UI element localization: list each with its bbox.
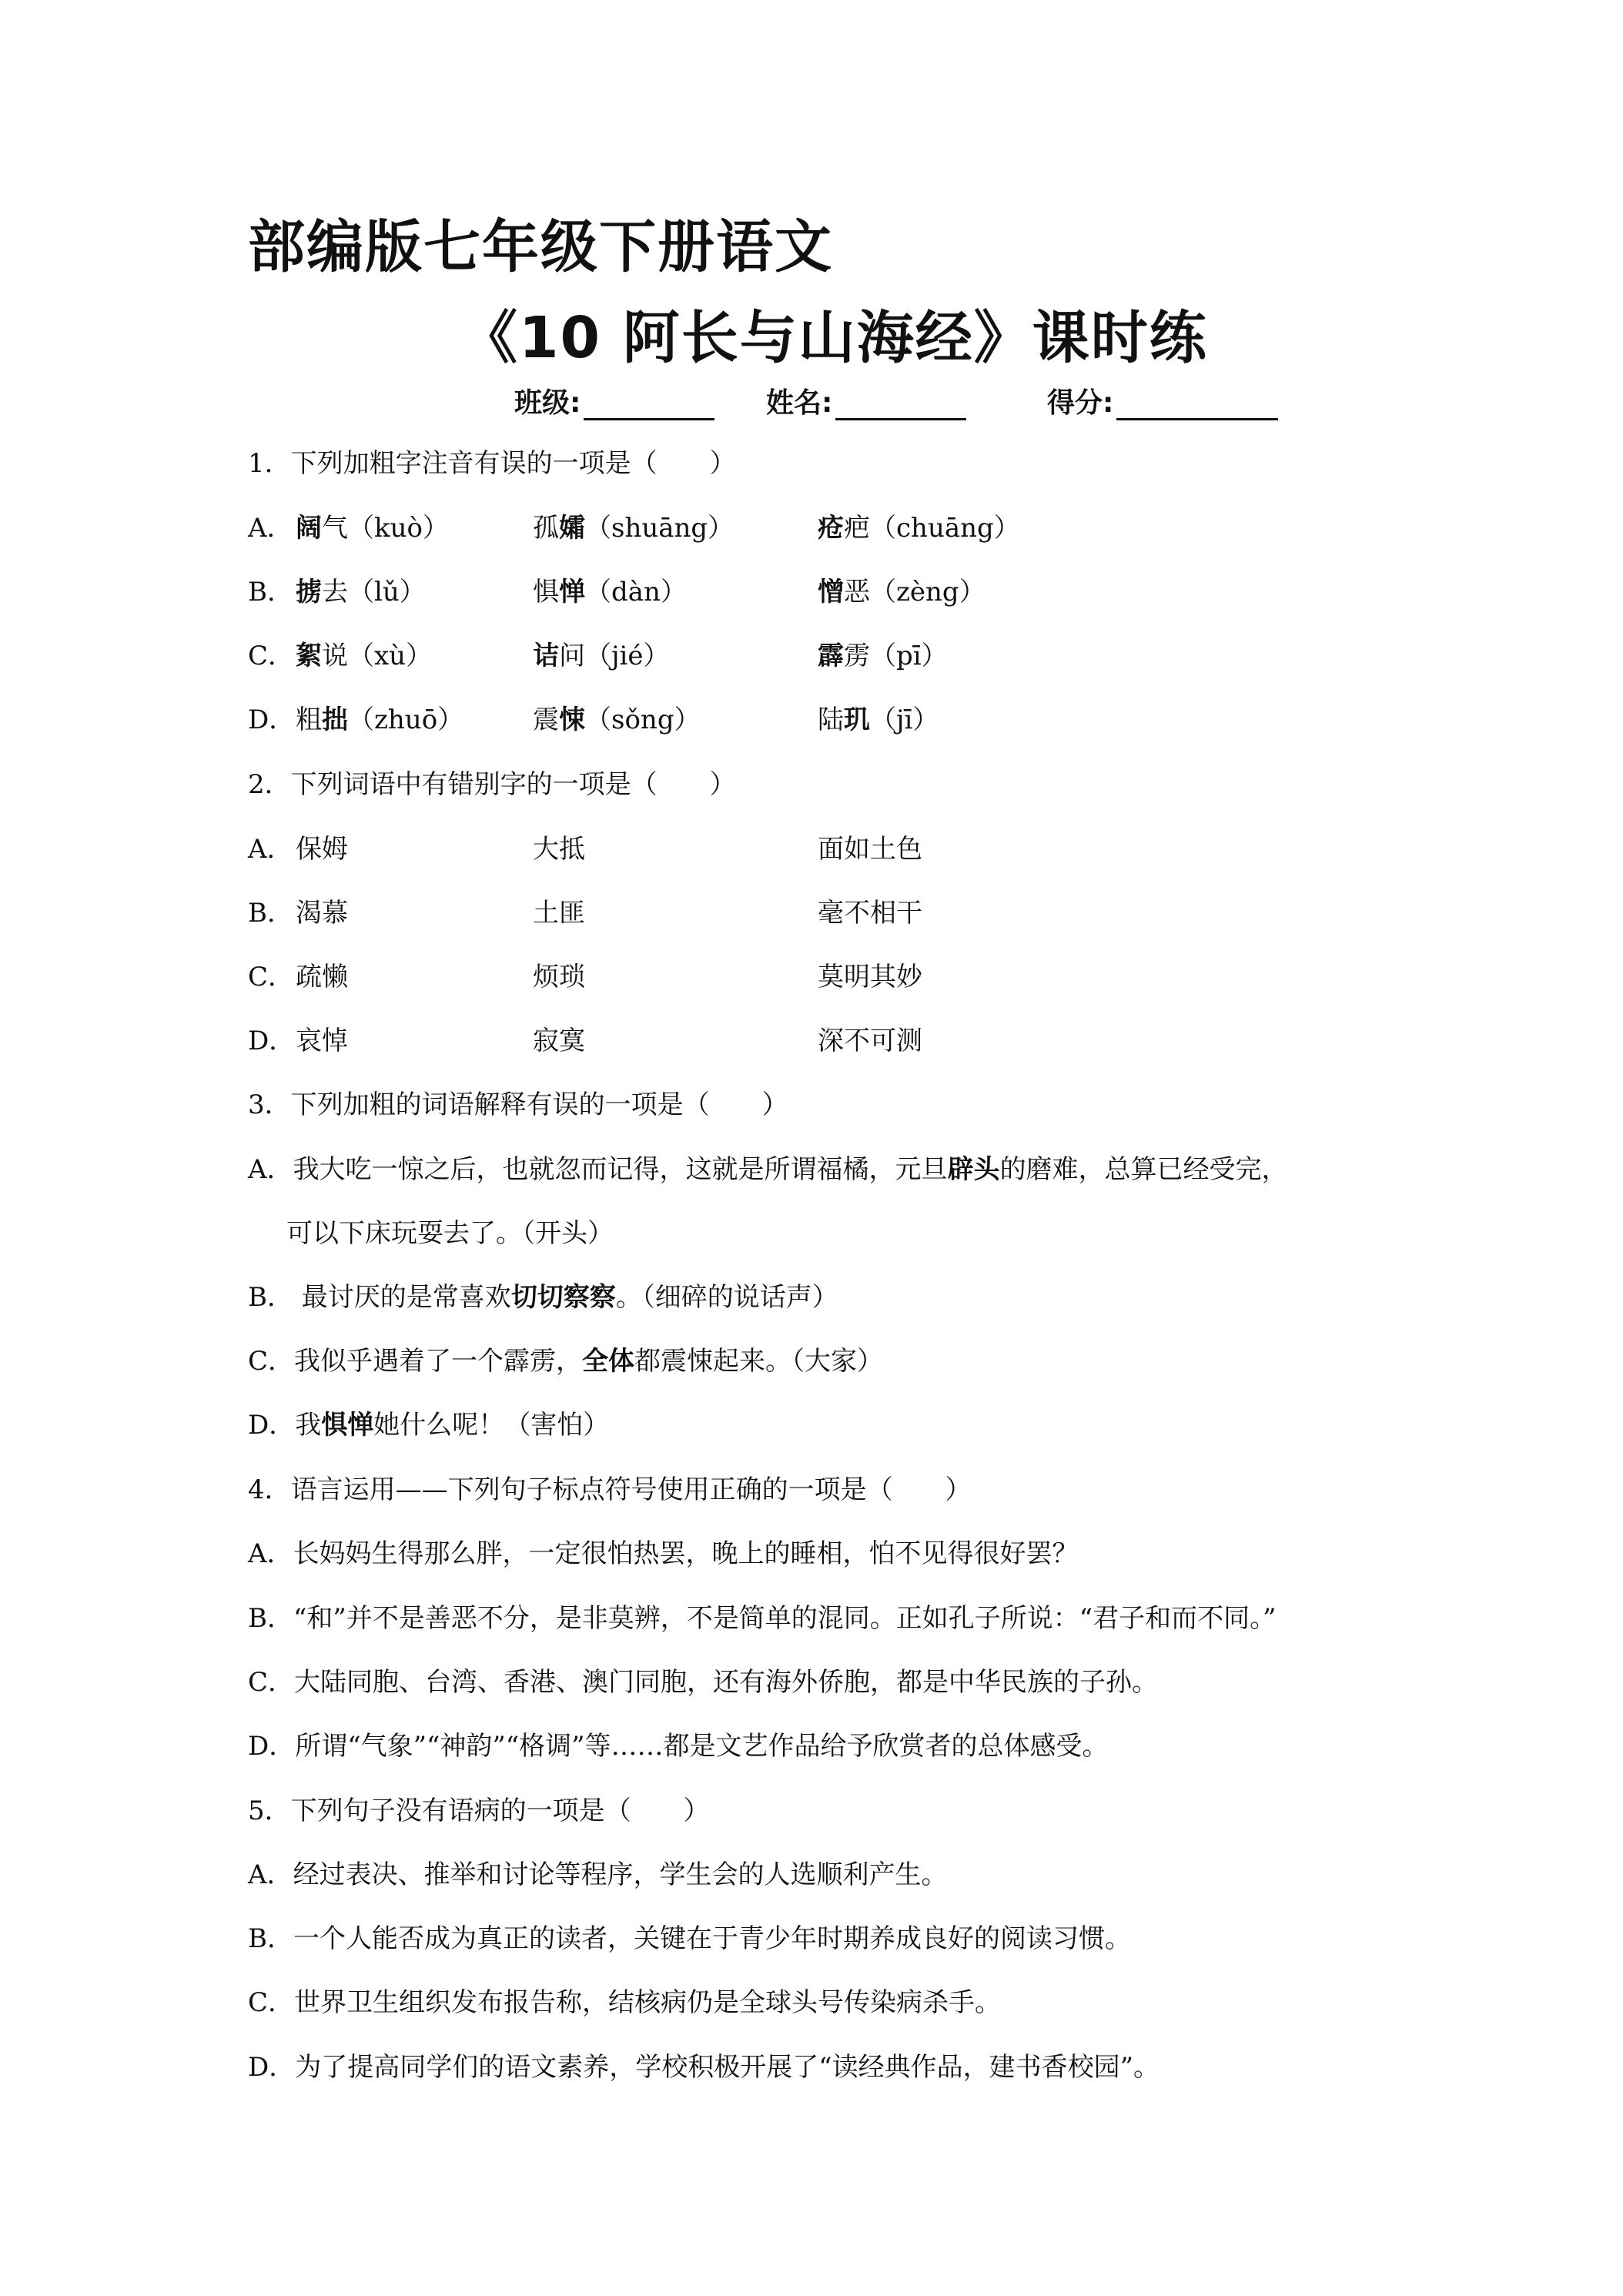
question-3-stem: 3．下列加粗的词语解释有误的一项是（ ） xyxy=(248,1089,788,1120)
class-label: 班级: xyxy=(514,387,581,419)
score-field xyxy=(1047,381,1278,420)
class-field xyxy=(514,381,714,420)
question-1-stem: 1．下列加粗字注音有误的一项是（ ） xyxy=(248,448,736,479)
q2-option-a: A． 保姆 大抵 面如土色 xyxy=(248,834,922,865)
q4-option-a: A．长妈妈生得那么胖，一定很怕热罢，晚上的睡相，怕不见得很好罢？ xyxy=(248,1538,1079,1569)
score-blank xyxy=(1116,390,1278,420)
lesson-subtitle: 《10 阿长与山海经》课时练 xyxy=(460,305,1208,371)
q1-option-c: C． 絮说（xù） 诘问（jié） 霹雳（pī） xyxy=(248,641,948,671)
q3-option-a: A．我大吃一惊之后，也就忽而记得，这就是所谓福橘，元旦辟头的磨难，总算已经受完， xyxy=(248,1154,1288,1185)
name-field xyxy=(766,381,966,420)
q5-option-d: D．为了提高同学们的语文素养，学校积极开展了“读经典作品，建书香校园”。 xyxy=(248,2052,1160,2083)
q4-option-c: C．大陆同胞、台湾、香港、澳门同胞，还有海外侨胞，都是中华民族的子孙。 xyxy=(248,1667,1159,1698)
q5-option-c: C．世界卫生组织发布报告称，结核病仍是全球头号传染病杀手。 xyxy=(248,1987,1002,2018)
question-4-stem: 4．语言运用——下列句子标点符号使用正确的一项是（ ） xyxy=(248,1474,972,1505)
page-title: 部编版七年级下册语文 xyxy=(248,214,833,280)
name-blank xyxy=(835,390,966,420)
q5-option-a: A．经过表决、推举和讨论等程序，学生会的人选顺利产生。 xyxy=(248,1859,948,1890)
q3-option-d: D．我惧惮她什么呢！（害怕） xyxy=(248,1410,610,1441)
q3-option-a-continued: 可以下床玩耍去了。（开头） xyxy=(286,1218,614,1249)
q1-option-d: D． 粗拙（zhuō） 震悚（sǒng） 陆玑（jī） xyxy=(248,705,939,735)
q2-option-c: C． 疏懒 烦琐 莫明其妙 xyxy=(248,962,922,992)
question-2-stem: 2．下列词语中有错别字的一项是（ ） xyxy=(248,769,736,800)
q4-option-d: D．所谓“气象”“神韵”“格调”等……都是文艺作品给予欣赏者的总体感受。 xyxy=(248,1731,1109,1762)
q4-option-b: B．“和”并不是善恶不分，是非莫辨，不是简单的混同。正如孔子所说：“君子和而不同。” xyxy=(248,1603,1277,1634)
q1-option-a: A． 阔气（kuò） 孤孀（shuāng） 疮疤（chuāng） xyxy=(248,513,1020,544)
q3-option-c: C．我似乎遇着了一个霹雳，全体都震悚起来。（大家） xyxy=(248,1346,884,1377)
q3-option-b: B． 最讨厌的是常喜欢切切察察。（细碎的说话声） xyxy=(248,1282,838,1313)
question-5-stem: 5．下列句子没有语病的一项是（ ） xyxy=(248,1796,710,1826)
q2-option-b: B． 渴慕 土匪 毫不相干 xyxy=(248,898,922,929)
q5-option-b: B．一个人能否成为真正的读者，关键在于青少年时期养成良好的阅读习惯。 xyxy=(248,1923,1131,1954)
score-label: 得分: xyxy=(1047,387,1114,419)
class-blank xyxy=(584,390,714,420)
name-label: 姓名: xyxy=(766,387,833,419)
q1-option-b: B． 掳去（lǔ） 惧惮（dàn） 憎恶（zèng） xyxy=(248,577,986,607)
q2-option-d: D． 哀悼 寂寞 深不可测 xyxy=(248,1026,922,1056)
